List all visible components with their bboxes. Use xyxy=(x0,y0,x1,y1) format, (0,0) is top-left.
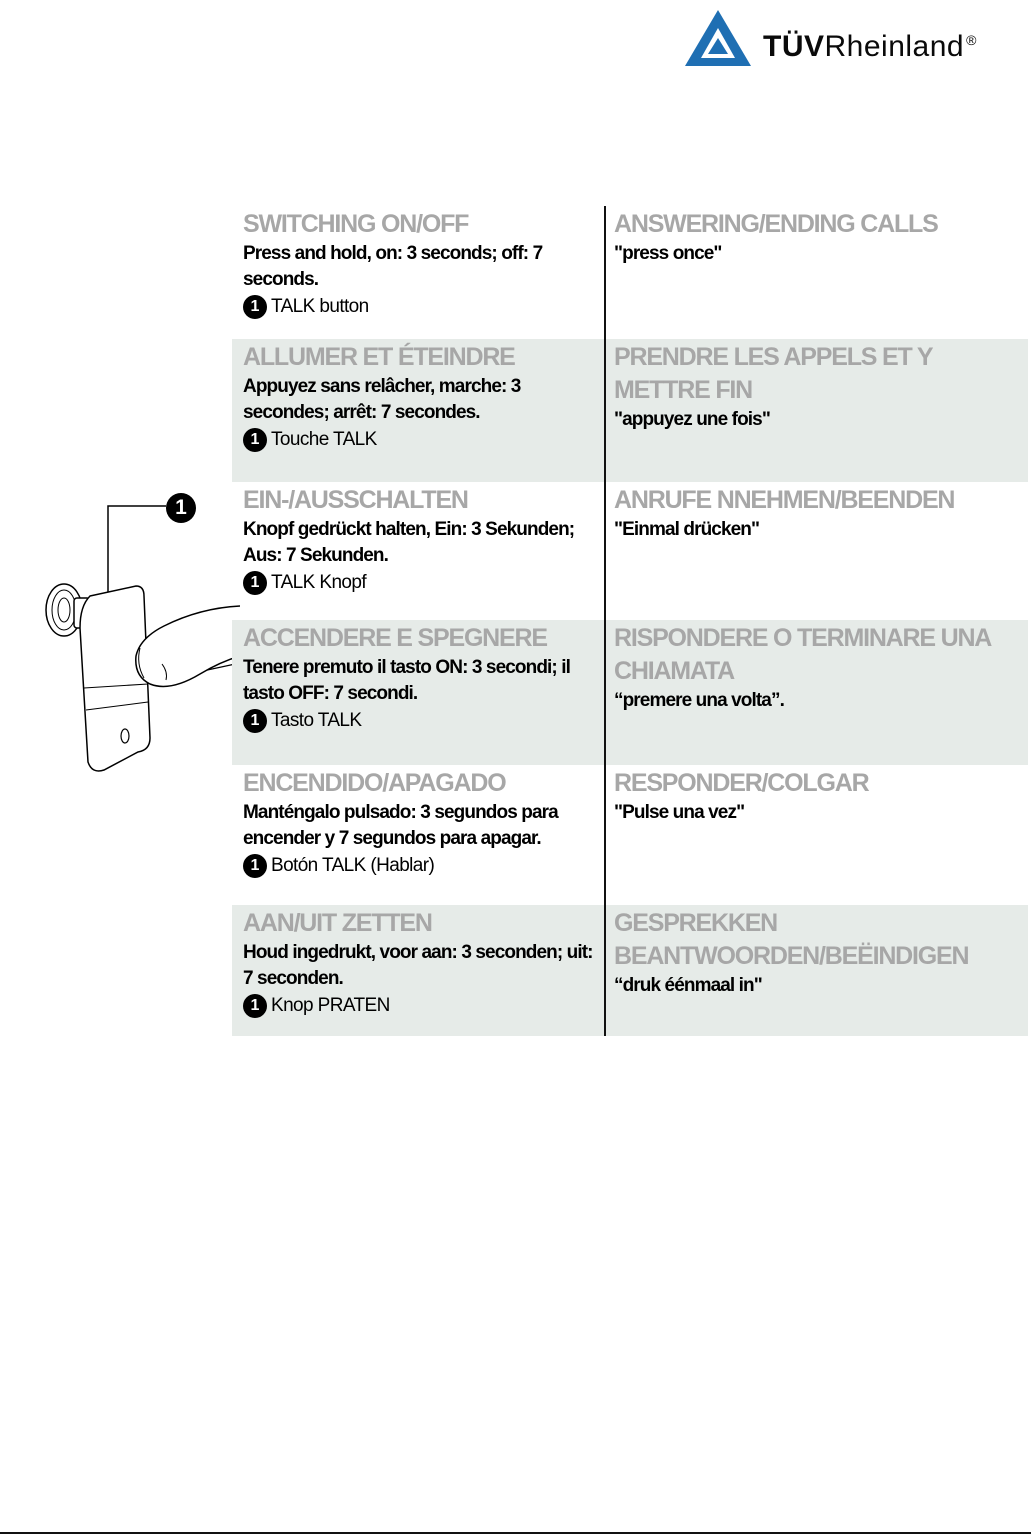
instruction-text: Tenere premuto il tasto ON: 3 secondi; il tasto OFF: 7 secondi. xyxy=(243,657,570,704)
table-row xyxy=(232,620,1028,765)
right-cell xyxy=(606,482,1028,620)
button-label: 1 Tasto TALK xyxy=(243,707,594,735)
section-heading: RISPONDERE O TERMINARE UNA CHIAMATA xyxy=(614,624,991,685)
instruction-text: Houd ingedrukt, voor aan: 3 seconden; uit: 7 seconden. xyxy=(243,942,593,989)
right-cell xyxy=(606,620,1028,765)
section-heading: EIN-/AUSSCHALTEN xyxy=(243,486,468,514)
section-heading: GESPREKKEN BEANTWOORDEN/BEËINDIGEN xyxy=(614,909,969,970)
instruction-text: Manténgalo pulsado: 3 segundos para encender y 7 segundos para apagar. xyxy=(243,802,558,849)
instruction-text: Appuyez sans relâcher, marche: 3 secondes; arrêt: 7 secondes. xyxy=(243,376,521,423)
headset-illustration xyxy=(40,488,240,778)
number-badge: 1 xyxy=(243,571,267,595)
section-heading: ANRUFE NNEHMEN/BEENDEN xyxy=(614,486,955,514)
instruction-table xyxy=(232,206,1028,1036)
section-heading: SWITCHING ON/OFF xyxy=(243,210,469,238)
button-label: 1 Knop PRATEN xyxy=(243,992,594,1020)
left-cell xyxy=(232,905,606,1036)
instruction-text: Knopf gedrückt halten, Ein: 3 Sekunden; Aus: 7 Sekunden. xyxy=(243,519,575,566)
section-heading: AAN/UIT ZETTEN xyxy=(243,909,432,937)
left-cell xyxy=(232,339,606,482)
left-cell xyxy=(232,206,606,339)
section-heading: ALLUMER ET ÉTEINDRE xyxy=(243,343,515,371)
logo-wordmark: TÜVRheinland ® xyxy=(763,30,977,63)
triangle-logo-icon xyxy=(683,8,753,70)
table-row xyxy=(232,339,1028,482)
section-heading: ACCENDERE E SPEGNERE xyxy=(243,624,547,652)
instruction-text: "appuyez une fois" xyxy=(614,409,770,430)
table-row xyxy=(232,206,1028,339)
section-heading: ENCENDIDO/APAGADO xyxy=(243,769,506,797)
left-cell xyxy=(232,765,606,905)
instruction-text: "Einmal drücken" xyxy=(614,519,760,540)
button-label: 1 TALK button xyxy=(243,293,594,321)
right-cell xyxy=(606,765,1028,905)
right-cell xyxy=(606,339,1028,482)
left-cell xyxy=(232,620,606,765)
table-row xyxy=(232,765,1028,905)
section-heading: RESPONDER/COLGAR xyxy=(614,769,869,797)
right-cell xyxy=(606,905,1028,1036)
button-label: 1 Touche TALK xyxy=(243,426,594,454)
table-row xyxy=(232,905,1028,1036)
left-cell xyxy=(232,482,606,620)
instruction-text: “premere una volta”. xyxy=(614,690,784,711)
instruction-text: "Pulse una vez" xyxy=(614,802,745,823)
tuv-rheinland-logo xyxy=(683,8,1013,70)
number-badge: 1 xyxy=(243,994,267,1018)
instruction-text: "press once" xyxy=(614,243,722,264)
right-cell xyxy=(606,206,1028,339)
number-badge: 1 xyxy=(243,295,267,319)
instruction-text: Press and hold, on: 3 seconds; off: 7 seconds. xyxy=(243,243,543,290)
instruction-text: “druk éénmaal in" xyxy=(614,975,762,996)
callout-number-badge: 1 xyxy=(166,493,196,523)
section-heading: ANSWERING/ENDING CALLS xyxy=(614,210,938,238)
table-row xyxy=(232,482,1028,620)
number-badge: 1 xyxy=(243,854,267,878)
button-label: 1 TALK Knopf xyxy=(243,569,594,597)
button-label: 1 Botón TALK (Hablar) xyxy=(243,852,594,880)
section-heading: PRENDRE LES APPELS ET Y METTRE FIN xyxy=(614,343,932,404)
number-badge: 1 xyxy=(243,428,267,452)
number-badge: 1 xyxy=(243,709,267,733)
footer-divider xyxy=(0,1532,1031,1534)
